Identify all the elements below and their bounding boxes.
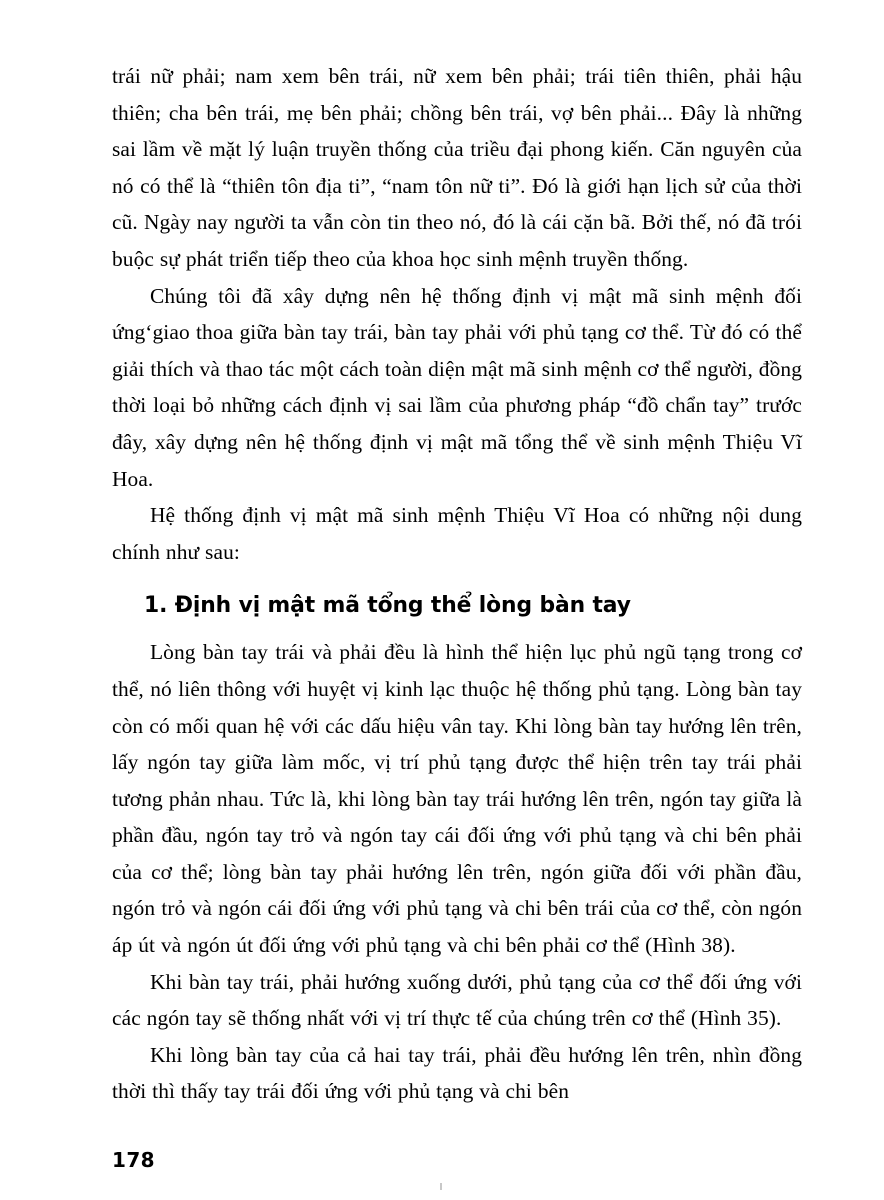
paragraph-2: Chúng tôi đã xây dựng nên hệ thống định vị mật mã sinh mệnh đối ứng‘giao thoa giữa bàn tay trái, bàn tay phải với phủ tạng cơ thể. Từ đó có thể giải thích và thao tác một cách toàn diện mật mã sinh mệnh cơ thể người, đồng thời loại bỏ những cách định vị sai lầm của phương pháp “đồ chẩn tay” trước đây, xây dựng nên hệ thống định vị mật mã tổng thể về sinh mệnh Thiệu Vĩ Hoa.	[112, 283, 802, 491]
paragraph-1: trái nữ phải; nam xem bên trái, nữ xem bên phải; trái tiên thiên, phải hậu thiên; cha bên trái, mẹ bên phải; chồng bên trái, vợ bên phải... Đây là những sai lầm về mặt lý luận truyền thống của triều đại phong kiến. Căn nguyên của nó có thể là “thiên tôn địa ti”, “nam tôn nữ ti”. Đó là giới hạn lịch sử của thời cũ. Ngày nay người ta vẫn còn tin theo nó, đó là cái cặn bã. Bởi thế, nó đã trói buộc sự phát triển tiếp theo của khoa học sinh mệnh truyền thống.	[112, 64, 802, 271]
paragraph-5: Khi bàn tay trái, phải hướng xuống dưới, phủ tạng của cơ thể đối ứng với các ngón tay sẽ thống nhất với vị trí thực tế của chúng trên cơ thể (Hình 35).	[112, 969, 802, 1031]
page-text-column	[112, 58, 802, 1110]
paragraph-3: Hệ thống định vị mật mã sinh mệnh Thiệu Vĩ Hoa có những nội dung chính như sau:	[112, 503, 802, 564]
section-heading-1: 1. Định vị mật mã tổng thể lòng bàn tay	[144, 593, 631, 619]
page-number: 178	[112, 1148, 155, 1172]
paragraph-6: Khi lòng bàn tay của cả hai tay trái, phải đều hướng lên trên, nhìn đồng thời thì thấy tay trái đối ứng với phủ tạng và chi bên	[112, 1042, 802, 1104]
scan-artifact-speck	[440, 1183, 442, 1190]
paragraph-4: Lòng bàn tay trái và phải đều là hình thể hiện lục phủ ngũ tạng trong cơ thể, nó liên thông với huyệt vị kinh lạc thuộc hệ thống phủ tạng. Lòng bàn tay còn có mối quan hệ với các dấu hiệu vân tay. Khi lòng bàn tay hướng lên trên, lấy ngón tay giữa làm mốc, vị trí phủ tạng được thể hiện trên tay trái phải tương phản nhau. Tức là, khi lòng bàn tay trái hướng lên trên, ngón tay giữa là phần đầu, ngón tay trỏ và ngón tay cái đối ứng với phủ tạng và chi bên phải của cơ thể; lòng bàn tay phải hướng lên trên, ngón giữa đối với phần đầu, ngón trỏ và ngón cái đối ứng với phủ tạng và chi bên trái của cơ thể, còn ngón áp út và ngón út đối ứng với phủ tạng và chi bên phải cơ thể (Hình 38).	[112, 640, 802, 958]
